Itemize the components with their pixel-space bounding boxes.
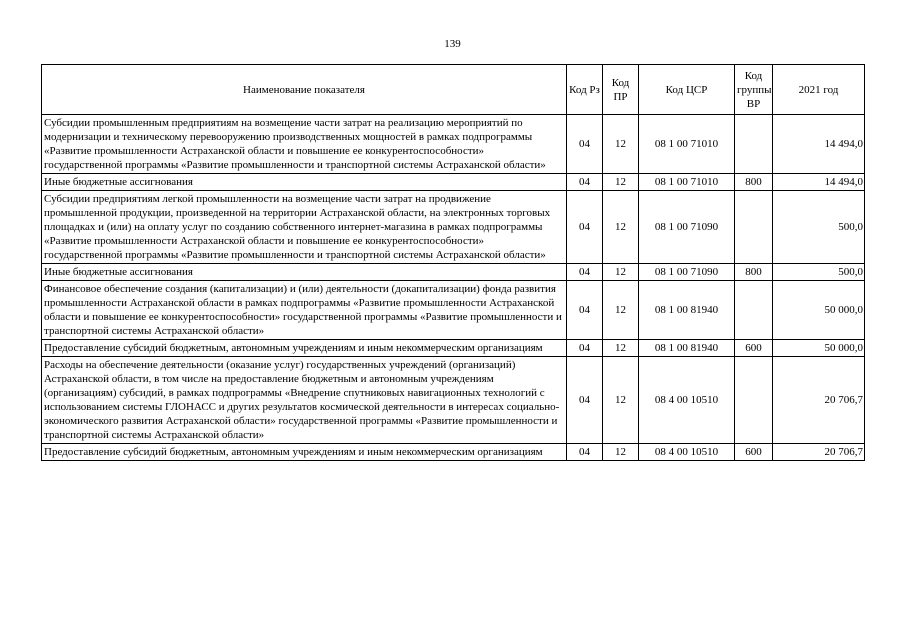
row-name: Предоставление субсидий бюджетным, автономным учреждениям и иным некоммерческим организациям xyxy=(42,340,567,357)
row-rz: 04 xyxy=(567,357,603,444)
row-csr: 08 1 00 81940 xyxy=(639,281,735,340)
row-csr: 08 1 00 71090 xyxy=(639,264,735,281)
row-name: Финансовое обеспечение создания (капитализации) и (или) деятельности (докапитализации) фонда развития промышленности Астраханской области в рамках подпрограммы «Развитие промышленности Астраханской области и повышение ее конкурентоспособности» государственной программы «Развитие промышленности и транспортной системы Астраханской области» xyxy=(42,281,567,340)
row-vr: 600 xyxy=(735,340,773,357)
row-amount: 50 000,0 xyxy=(773,281,865,340)
table-row xyxy=(42,264,865,281)
row-csr: 08 1 00 71010 xyxy=(639,174,735,191)
row-rz: 04 xyxy=(567,174,603,191)
row-amount: 20 706,7 xyxy=(773,357,865,444)
row-pr: 12 xyxy=(603,115,639,174)
table-row xyxy=(42,340,865,357)
table-row xyxy=(42,174,865,191)
row-rz: 04 xyxy=(567,444,603,461)
header-vr: Код группы ВР xyxy=(735,65,773,115)
row-rz: 04 xyxy=(567,191,603,264)
table-header xyxy=(42,65,865,115)
page-number: 139 xyxy=(444,38,461,50)
row-amount: 500,0 xyxy=(773,264,865,281)
row-rz: 04 xyxy=(567,264,603,281)
header-pr: Код ПР xyxy=(603,65,639,115)
budget-table xyxy=(41,64,865,461)
row-pr: 12 xyxy=(603,174,639,191)
row-name: Предоставление субсидий бюджетным, автономным учреждениям и иным некоммерческим организациям xyxy=(42,444,567,461)
header-year: 2021 год xyxy=(773,65,865,115)
row-amount: 500,0 xyxy=(773,191,865,264)
header-name: Наименование показателя xyxy=(42,65,567,115)
table-row xyxy=(42,444,865,461)
row-rz: 04 xyxy=(567,281,603,340)
header-csr: Код ЦСР xyxy=(639,65,735,115)
row-pr: 12 xyxy=(603,357,639,444)
row-name: Субсидии предприятиям легкой промышленности на возмещение части затрат на продвижение промышленной продукции, произведенной на территории Астраханской области, на электронных торговых площадках и (или) на оплату услуг по созданию собственного интернет-магазина в рамках подпрограммы «Развитие промышленности Астраханской области и повышение ее конкурентоспособности» государственной программы «Развитие промышленности и транспортной системы Астраханской области» xyxy=(42,191,567,264)
row-vr xyxy=(735,281,773,340)
row-vr xyxy=(735,115,773,174)
row-amount: 50 000,0 xyxy=(773,340,865,357)
row-rz: 04 xyxy=(567,115,603,174)
row-pr: 12 xyxy=(603,191,639,264)
row-csr: 08 4 00 10510 xyxy=(639,357,735,444)
row-name: Иные бюджетные ассигнования xyxy=(42,264,567,281)
row-pr: 12 xyxy=(603,264,639,281)
table-row xyxy=(42,357,865,444)
row-vr: 600 xyxy=(735,444,773,461)
row-pr: 12 xyxy=(603,281,639,340)
table-row xyxy=(42,191,865,264)
row-vr xyxy=(735,191,773,264)
row-name: Субсидии промышленным предприятиям на возмещение части затрат на реализацию мероприятий по модернизации и техническому перевооружению производственных мощностей в рамках подпрограммы «Развитие промышленности Астраханской области и повышение ее конкурентоспособности» государственной программы «Развитие промышленности и транспортной системы Астраханской области» xyxy=(42,115,567,174)
row-vr xyxy=(735,357,773,444)
row-csr: 08 1 00 81940 xyxy=(639,340,735,357)
row-name: Иные бюджетные ассигнования xyxy=(42,174,567,191)
row-rz: 04 xyxy=(567,340,603,357)
row-csr: 08 1 00 71090 xyxy=(639,191,735,264)
row-amount: 14 494,0 xyxy=(773,174,865,191)
row-vr: 800 xyxy=(735,174,773,191)
row-pr: 12 xyxy=(603,444,639,461)
row-amount: 14 494,0 xyxy=(773,115,865,174)
row-amount: 20 706,7 xyxy=(773,444,865,461)
table-row xyxy=(42,115,865,174)
header-rz: Код Рз xyxy=(567,65,603,115)
row-csr: 08 1 00 71010 xyxy=(639,115,735,174)
row-vr: 800 xyxy=(735,264,773,281)
row-name: Расходы на обеспечение деятельности (оказание услуг) государственных учреждений (организаций) Астраханской области, в том числе на предоставление бюджетным и автономным учреждениям (организациям) субсидий, в рамках подпрограммы «Внедрение спутниковых навигационных технологий с использованием системы ГЛОНАСС и других результатов космической деятельности в интересах социально-экономического развития Астраханской области» государственной программы «Развитие промышленности и транспортной системы Астраханской области» xyxy=(42,357,567,444)
row-pr: 12 xyxy=(603,340,639,357)
table-row xyxy=(42,281,865,340)
row-csr: 08 4 00 10510 xyxy=(639,444,735,461)
